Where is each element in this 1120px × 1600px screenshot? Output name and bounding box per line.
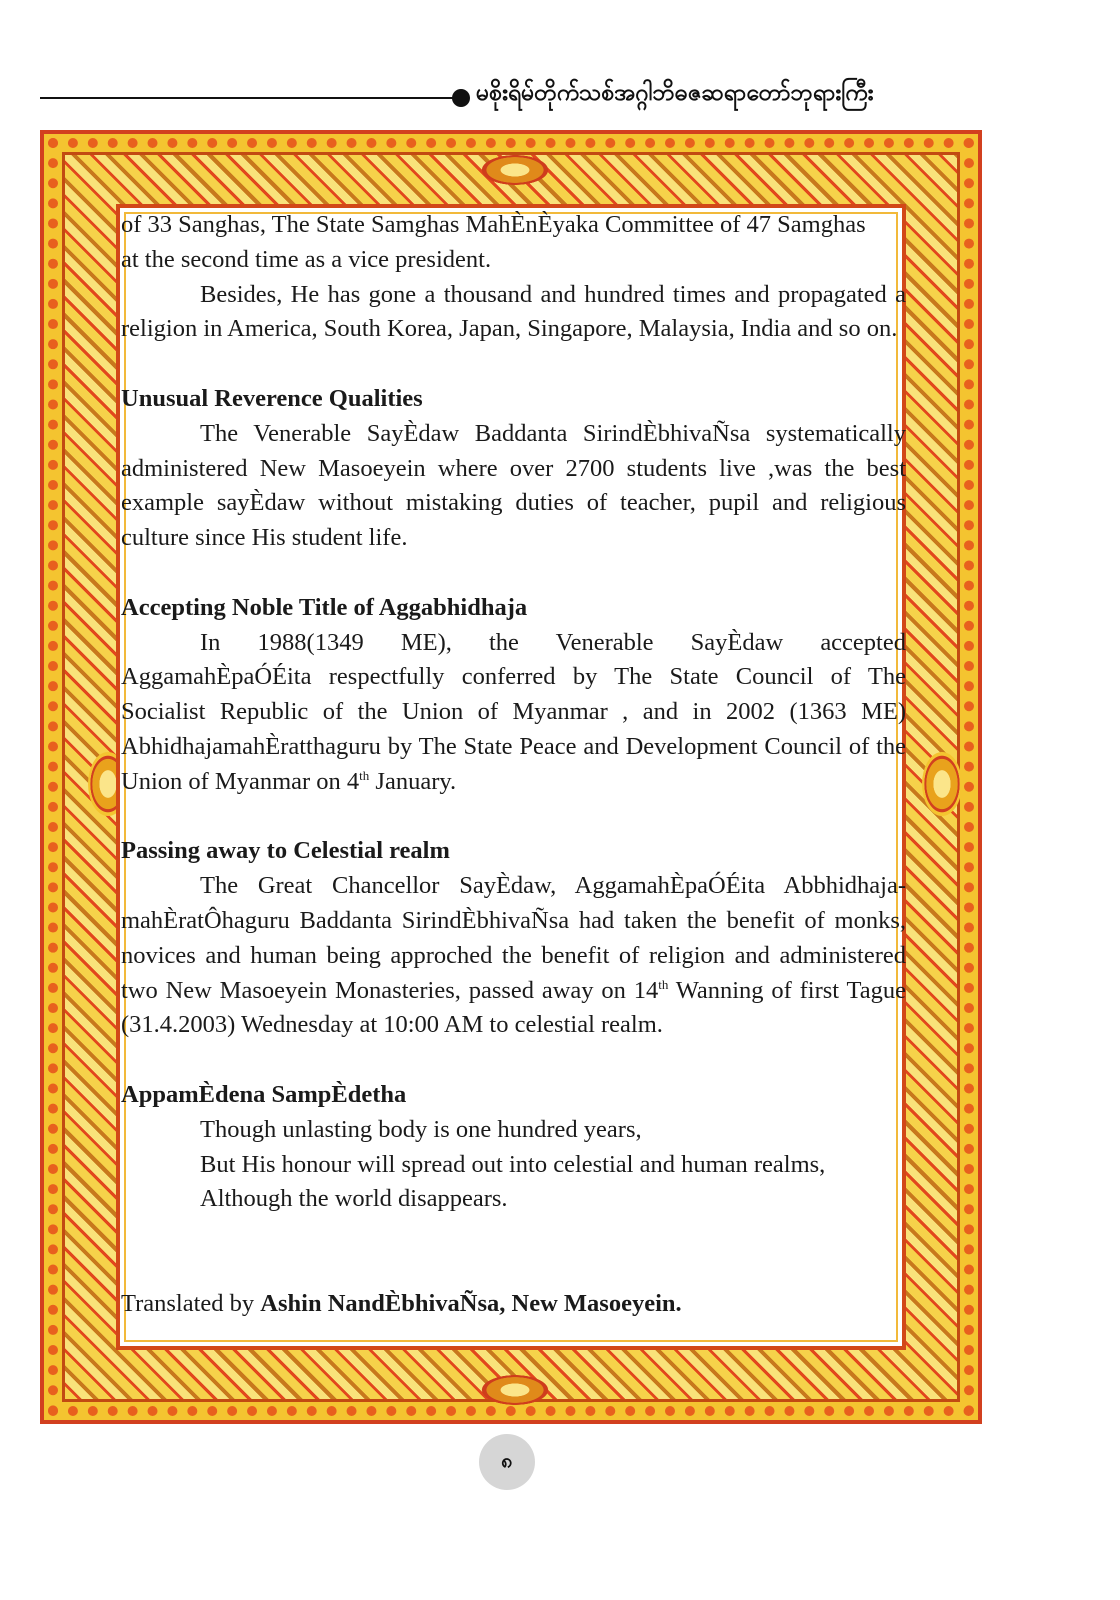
ordinal-suffix: th	[359, 767, 370, 783]
noble-title-text: In 1988(1349 ME), the Venerable SayÈdaw accepted AggamahÈpaÓÉita respectfully conferred by The State Council of The Socialist Republic of the Union of Myanmar , and in 2002 (1363 ME) AbhidhajamahÈratthaguru by The State Peace and Development Council of the Union of Myanmar on 4	[121, 628, 906, 795]
verse-line-1: Though unlasting body is one hundred years,	[200, 1115, 642, 1143]
heading-passing-away: Passing away to Celestial realm	[121, 837, 450, 865]
page-content	[121, 208, 906, 1322]
frame-crest-bottom-icon	[475, 1372, 555, 1408]
translator-credit	[121, 1287, 906, 1322]
intro-line-2: at the second time as a vice president.	[121, 245, 492, 273]
translator-name: Ashin NandÈbhivaÑsa, New Masoeyein.	[260, 1289, 682, 1317]
paragraph-reverence: The Venerable SayÈdaw Baddanta SirindÈbhivaÑsa systematically administered New Masoeyein where over 2700 students live ,was the best example sayÈdaw without mistaking duties of teacher, pupil and religious culture since His student life.	[121, 419, 906, 552]
paragraph-passing-away	[121, 869, 906, 1043]
heading-noble-title: Accepting Noble Title of Aggabhidhaja	[121, 593, 528, 621]
header-rule	[40, 97, 460, 99]
heading-appamadena: AppamÈdena SampÈdetha	[121, 1080, 407, 1108]
frame-crest-top-icon	[475, 152, 555, 188]
translator-prefix: Translated by	[121, 1289, 261, 1317]
ordinal-suffix: th	[658, 976, 669, 992]
frame-medallion-right-icon	[922, 752, 962, 816]
header-title: မစိုးရိမ်တိုက်သစ်အဂ္ဂါဘိဓဇဆရာတော်ဘုရားကြီး	[476, 80, 874, 106]
paragraph-noble-title	[121, 626, 906, 800]
paragraph-propagation: Besides, He has gone a thousand and hundred times and propagated a religion in America, South Korea, Japan, Singapore, Malaysia, India and so on.	[121, 280, 906, 343]
header-bullet-icon	[452, 89, 470, 107]
passing-away-text: The Great Chancellor SayÈdaw, AggamahÈpaÓÉita Abbhidhaja-mahÈratÔhaguru Baddanta SirindÈbhivaÑsa had taken the benefit of monks, novices and human being approched the benefit of religion and administered two New Masoeyein Monasteries, passed away on 14	[121, 872, 906, 1004]
heading-reverence: Unusual Reverence Qualities	[121, 384, 423, 412]
verse-line-2: But His honour will spread out into celestial and human realms,	[200, 1150, 826, 1178]
paragraph-intro	[121, 208, 906, 278]
verse-line-3: Although the world disappears.	[200, 1185, 508, 1213]
noble-title-text-end: January.	[369, 767, 457, 795]
intro-line-1: of 33 Sanghas, The State Samghas MahÈnÈyaka Committee of 47 Samghas	[121, 211, 866, 238]
page-number: ၈	[479, 1434, 535, 1490]
passing-away-text-end: Wanning of first Tague (31.4.2003) Wednesday at 10:00 AM to celestial realm.	[121, 976, 906, 1039]
